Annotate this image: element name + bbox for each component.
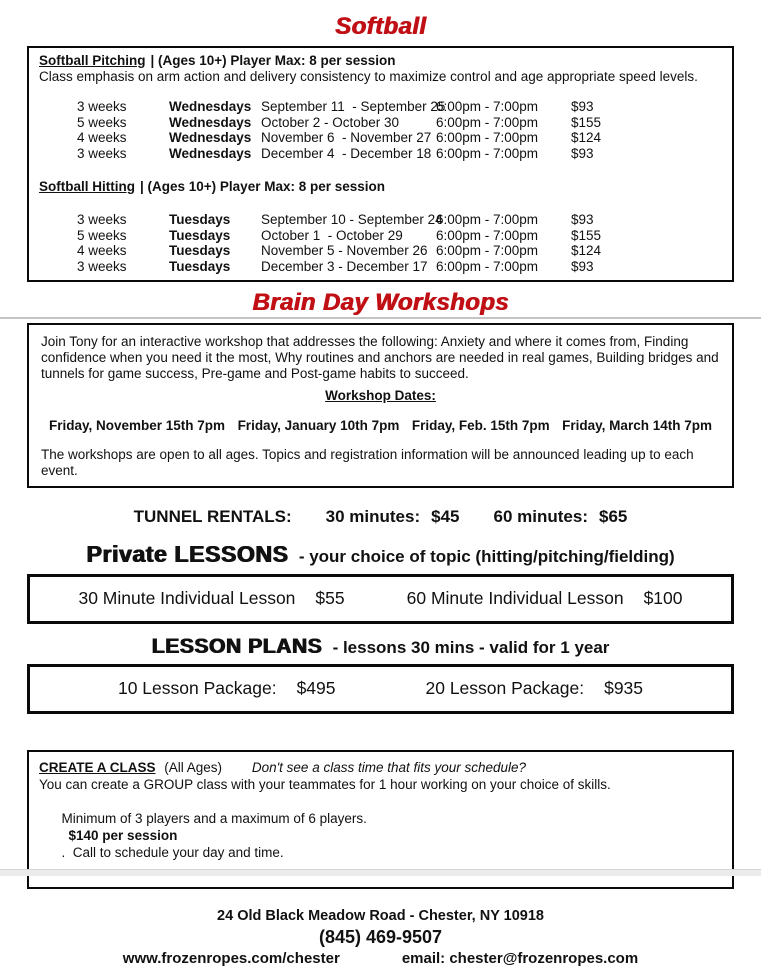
create-class-line2: You can create a GROUP class with your teammates for 1 hour working on your choice of skills.	[39, 777, 611, 792]
session-length: 3 weeks	[77, 212, 127, 227]
workshop-date: Friday, November 15th 7pm	[49, 418, 226, 433]
session-time: 6:00pm - 7:00pm	[436, 99, 539, 114]
page-bottom-edge	[0, 869, 761, 876]
lesson-plans-box	[27, 664, 734, 714]
schedule-row	[39, 243, 722, 259]
session-price: $93	[571, 258, 594, 274]
workshop-dates-heading: Workshop Dates:	[325, 388, 436, 403]
session-dates: September 10 - September 24	[261, 212, 443, 227]
session-day: Wednesdays	[169, 114, 252, 130]
email-link[interactable]: email: chester@frozenropes.com	[401, 950, 639, 967]
session-day: Tuesdays	[169, 243, 231, 258]
session-length: 5 weeks	[77, 114, 127, 130]
lesson-plans-title: LESSON PLANS	[151, 635, 323, 658]
create-class-question: Don't see a class time that fits your schedule?	[251, 760, 527, 775]
session-dates: November 5 - November 26	[261, 243, 428, 258]
schedule-row	[39, 212, 722, 228]
tunnel-rental-option	[494, 507, 628, 527]
session-time: 6:00pm - 7:00pm	[436, 243, 539, 258]
schedule-row	[39, 115, 722, 131]
lesson-option	[78, 588, 344, 609]
footer-links	[0, 950, 761, 968]
tunnel-rentals-line	[0, 507, 761, 527]
session-time: 6:00pm - 7:00pm	[436, 130, 539, 145]
pitching-schedule	[39, 99, 722, 161]
session-day: Tuesdays	[169, 212, 231, 227]
lesson-option-label: 30 Minute Individual Lesson	[78, 588, 296, 608]
session-time: 6:00pm - 7:00pm	[436, 258, 539, 274]
pitching-heading	[39, 53, 722, 69]
session-day: Wednesdays	[169, 99, 252, 114]
package-option	[118, 678, 336, 699]
footer	[0, 908, 761, 968]
session-day: Wednesdays	[169, 130, 252, 145]
package-option-label: 10 Lesson Package:	[117, 678, 277, 698]
session-time: 6:00pm - 7:00pm	[436, 114, 539, 130]
session-time: 6:00pm - 7:00pm	[436, 227, 539, 243]
workshops-note: The workshops are open to all ages. Topics and registration information will be announced leading up to each event.	[41, 447, 694, 478]
hitting-heading-title: Softball Hitting	[39, 179, 135, 194]
lesson-option	[407, 588, 683, 609]
session-day: Tuesdays	[169, 258, 231, 274]
session-time: 6:00pm - 7:00pm	[436, 145, 539, 161]
tunnel-rental-duration: 30 minutes:	[325, 507, 421, 526]
footer-phone: (845) 469-9507	[318, 927, 443, 947]
session-dates: December 4 - December 18	[261, 145, 432, 161]
workshop-date: Friday, March 14th 7pm	[562, 418, 712, 433]
session-dates: December 3 - December 17	[261, 258, 428, 274]
workshop-date: Friday, January 10th 7pm	[237, 418, 400, 433]
softball-schedule-box	[27, 46, 734, 282]
session-price: $124	[571, 243, 602, 258]
session-time: 6:00pm - 7:00pm	[436, 212, 539, 227]
session-price: $93	[571, 145, 594, 161]
tunnel-rentals-label: TUNNEL RENTALS:	[133, 507, 292, 526]
session-length: 3 weeks	[77, 258, 127, 274]
private-lessons-heading	[0, 541, 761, 568]
lesson-option-price: $100	[643, 588, 683, 608]
session-price: $155	[571, 114, 602, 130]
schedule-row	[39, 259, 722, 275]
pitching-description: Class emphasis on arm action and delivery consistency to maximize control and age appropriate speed levels.	[39, 69, 698, 84]
create-class-ages: (All Ages)	[164, 760, 223, 775]
session-price: $124	[571, 130, 602, 145]
schedule-row	[39, 99, 722, 115]
create-class-price: $140 per session	[68, 828, 178, 843]
create-class-line3-start: Minimum of 3 players and a maximum of 6 players.	[61, 811, 367, 826]
session-length: 5 weeks	[77, 227, 127, 243]
lesson-option-label: 60 Minute Individual Lesson	[406, 588, 624, 608]
schedule-row	[39, 146, 722, 162]
session-day: Wednesdays	[169, 145, 252, 161]
tunnel-rental-price: $65	[599, 507, 628, 526]
workshop-dates-row	[41, 418, 720, 434]
session-length: 4 weeks	[77, 243, 127, 258]
session-dates: October 1 - October 29	[261, 227, 403, 243]
tunnel-rental-price: $45	[431, 507, 460, 526]
lesson-option-price: $55	[315, 588, 345, 608]
footer-address: 24 Old Black Meadow Road - Chester, NY 10918	[217, 908, 544, 924]
website-link[interactable]: www.frozenropes.com/chester	[122, 950, 340, 967]
workshops-description: Join Tony for an interactive workshop that addresses the following: Anxiety and where it comes from, Finding confidence when you need it the most, Why routines and anchors are needed in real games, Building bridges and tunnels for game success, Pre-game and Post-game habits to succeed.	[41, 334, 719, 381]
hitting-heading-meta: | (Ages 10+) Player Max: 8 per session	[139, 179, 386, 194]
session-price: $93	[571, 99, 594, 114]
session-price: $155	[571, 227, 602, 243]
tunnel-rental-option	[326, 507, 460, 527]
private-lessons-box	[27, 574, 734, 624]
hitting-heading	[39, 179, 722, 195]
lesson-plans-heading	[0, 635, 761, 659]
create-class-title: CREATE A CLASS	[39, 760, 156, 775]
private-lessons-title: Private LESSONS	[86, 541, 289, 567]
session-dates: November 6 - November 27	[261, 130, 432, 145]
session-length: 4 weeks	[77, 130, 127, 145]
create-class-line3-end: . Call to schedule your day and time.	[61, 845, 284, 860]
session-dates: October 2 - October 30	[261, 114, 400, 130]
session-day: Tuesdays	[169, 227, 231, 243]
section-divider	[0, 317, 761, 319]
create-class-line3	[39, 793, 722, 878]
package-option-price: $495	[296, 678, 336, 698]
pitching-heading-meta: | (Ages 10+) Player Max: 8 per session	[150, 53, 396, 68]
workshops-box	[27, 323, 734, 488]
private-lessons-subtitle: - your choice of topic (hitting/pitching/fielding)	[298, 547, 675, 566]
pitching-heading-title: Softball Pitching	[39, 53, 146, 68]
schedule-row	[39, 228, 722, 244]
softball-section-title: Softball	[334, 13, 427, 40]
workshop-date: Friday, Feb. 15th 7pm	[411, 418, 550, 433]
create-class-heading-line	[39, 759, 722, 776]
lesson-plans-subtitle: - lessons 30 mins - valid for 1 year	[332, 638, 610, 657]
session-length: 3 weeks	[77, 145, 127, 161]
session-length: 3 weeks	[77, 99, 127, 114]
session-price: $93	[571, 212, 594, 227]
session-dates: September 11 - September 25	[261, 99, 446, 114]
schedule-row	[39, 130, 722, 146]
package-option-label: 20 Lesson Package:	[425, 678, 585, 698]
workshops-section-title: Brain Day Workshops	[252, 289, 509, 316]
package-option-price: $935	[604, 678, 644, 698]
package-option	[426, 678, 644, 699]
hitting-schedule	[39, 212, 722, 274]
tunnel-rental-duration: 60 minutes:	[493, 507, 588, 526]
